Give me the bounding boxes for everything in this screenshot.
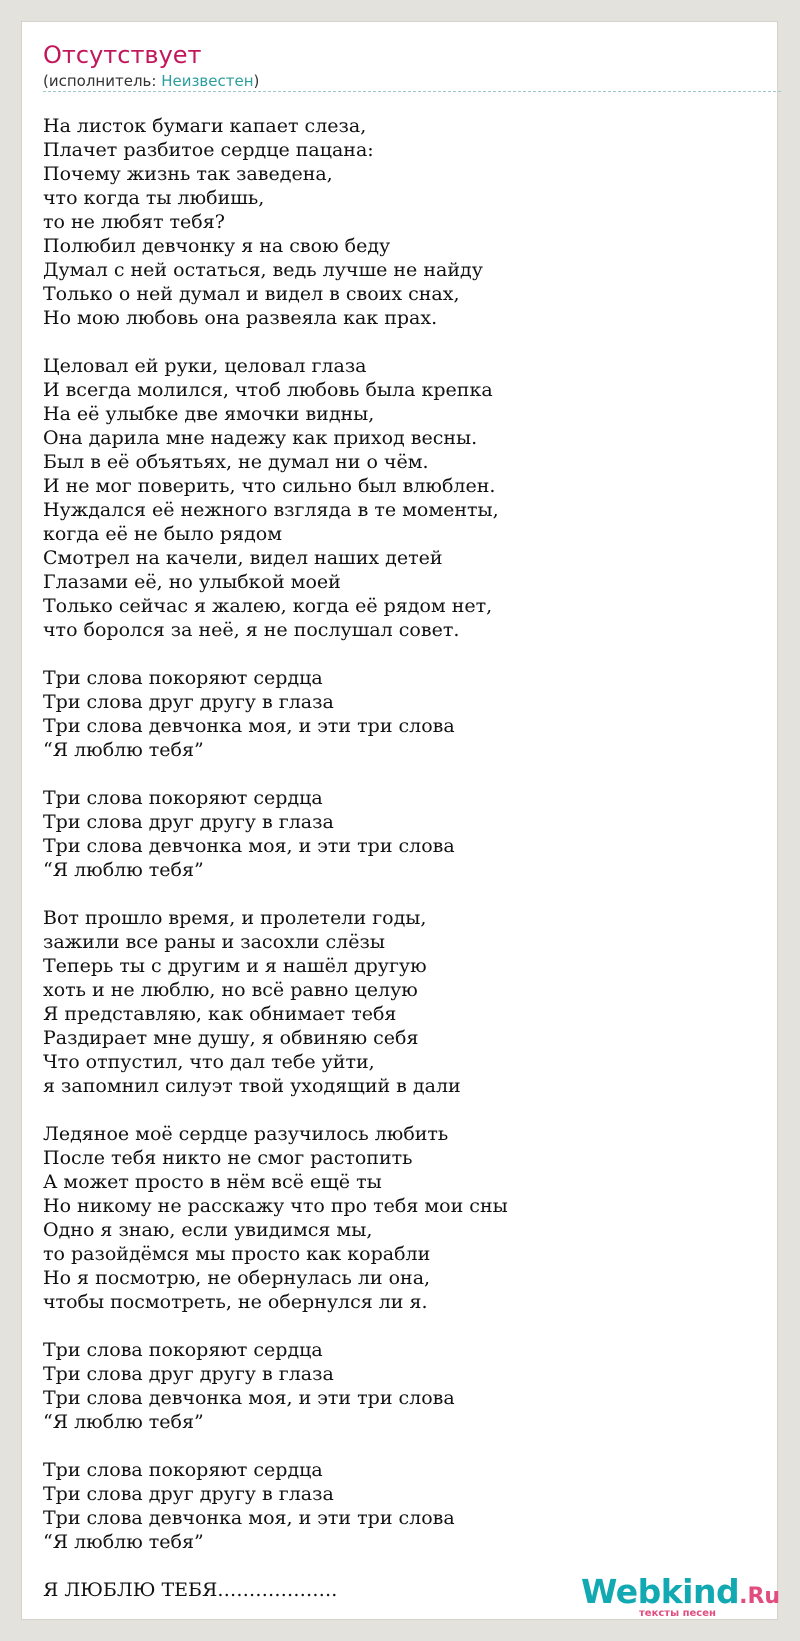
lyrics-line: И всегда молился, чтоб любовь была крепка	[43, 379, 493, 401]
lyrics-line: Только сейчас я жалею, когда её рядом нет,	[43, 595, 493, 617]
lyrics-line: Плачет разбитое сердце пацана:	[43, 139, 374, 161]
artist-suffix: )	[253, 72, 260, 90]
lyrics-line: Я ЛЮБЛЮ ТЕБЯ……………….	[43, 1579, 338, 1601]
lyrics-line: Раздирает мне душу, я обвиняю себя	[43, 1027, 419, 1049]
lyrics-line: Три слова покоряют сердца	[43, 1339, 323, 1361]
logo-tagline: тексты песен	[639, 1608, 716, 1619]
lyrics-line: Вот прошло время, и пролетели годы,	[43, 907, 427, 929]
lyrics-line: я запомнил силуэт твой уходящий в дали	[43, 1075, 461, 1097]
lyrics-line: “Я люблю тебя”	[43, 1531, 204, 1553]
lyrics-line: После тебя никто не смог растопить	[43, 1147, 413, 1169]
lyrics-line: то не любят тебя?	[43, 211, 225, 233]
lyrics-line: Ледяное моё сердце разучилось любить	[43, 1123, 449, 1145]
lyrics-line: Нуждался её нежного взгляда в те моменты,	[43, 499, 499, 521]
lyrics-line: хоть и не люблю, но всё равно целую	[43, 979, 418, 1001]
lyrics-line: Только о ней думал и видел в своих снах,	[43, 283, 460, 305]
lyrics-line: Что отпустил, что дал тебе уйти,	[43, 1051, 375, 1073]
artist-link[interactable]: Неизвестен	[161, 72, 254, 90]
song-title: Отсутствует	[43, 41, 202, 69]
lyrics-line: чтобы посмотреть, не обернулся ли я.	[43, 1291, 428, 1313]
lyrics-line: Три слова покоряют сердца	[43, 787, 323, 809]
lyrics-line: Три слова друг другу в глаза	[43, 1363, 334, 1385]
lyrics-stanza	[43, 1338, 763, 1434]
lyrics-line: Полюбил девчонку я на свою беду	[43, 235, 391, 257]
lyrics-stanza	[43, 786, 763, 882]
lyrics-line: А может просто в нём всё ещё ты	[43, 1171, 382, 1193]
lyrics-line: Но я посмотрю, не обернулась ли она,	[43, 1267, 431, 1289]
site-logo[interactable]	[581, 1572, 781, 1632]
lyrics-line: Но мою любовь она развеяла как прах.	[43, 307, 438, 329]
lyrics-line: Три слова девчонка моя, и эти три слова	[43, 1507, 455, 1529]
lyrics-line: “Я люблю тебя”	[43, 1411, 204, 1433]
lyrics-line: На её улыбке две ямочки видны,	[43, 403, 375, 425]
lyrics-line: Одно я знаю, если увидимся мы,	[43, 1219, 373, 1241]
lyrics-line: Три слова девчонка моя, и эти три слова	[43, 1387, 455, 1409]
lyrics-line: Три слова девчонка моя, и эти три слова	[43, 715, 455, 737]
lyrics-line: Три слова друг другу в глаза	[43, 811, 334, 833]
lyrics-line: Три слова друг другу в глаза	[43, 691, 334, 713]
lyrics-line: Но никому не расскажу что про тебя мои сны	[43, 1195, 508, 1217]
lyrics-line: Три слова покоряют сердца	[43, 667, 323, 689]
lyrics-line: Три слова покоряют сердца	[43, 1459, 323, 1481]
lyrics-line: то разойдёмся мы просто как корабли	[43, 1243, 431, 1265]
lyrics-stanza	[43, 354, 763, 642]
lyrics-line: когда её не было рядом	[43, 523, 282, 545]
lyrics-line: что когда ты любишь,	[43, 187, 265, 209]
lyrics-line: “Я люблю тебя”	[43, 859, 204, 881]
lyrics-stanza	[43, 1458, 763, 1554]
lyrics-stanza	[43, 114, 763, 330]
lyrics-line: что боролся за неё, я не послушал совет.	[43, 619, 460, 641]
lyrics-line: “Я люблю тебя”	[43, 739, 204, 761]
lyrics-line: Три слова девчонка моя, и эти три слова	[43, 835, 455, 857]
lyrics-line: И не мог поверить, что сильно был влюблен.	[43, 475, 496, 497]
lyrics-line: Почему жизнь так заведена,	[43, 163, 333, 185]
header-divider	[43, 91, 781, 92]
artist-prefix: (исполнитель:	[43, 72, 162, 90]
lyrics-line: Смотрел на качели, видел наших детей	[43, 547, 443, 569]
lyrics-line: Теперь ты с другим и я нашёл другую	[43, 955, 427, 977]
lyrics-line: Она дарила мне надежу как приход весны.	[43, 427, 478, 449]
lyrics-card	[21, 21, 781, 1620]
lyrics-line: Был в её объятьях, не думал ни о чём.	[43, 451, 429, 473]
artist-line	[43, 71, 259, 91]
lyrics-stanza	[43, 1122, 763, 1314]
lyrics-line: Глазами её, но улыбкой моей	[43, 571, 341, 593]
lyrics-body	[43, 114, 763, 1626]
logo-ru-text: .Ru	[739, 1584, 781, 1609]
lyrics-line: Три слова друг другу в глаза	[43, 1483, 334, 1505]
lyrics-stanza	[43, 666, 763, 762]
lyrics-line: Я представляю, как обнимает тебя	[43, 1003, 397, 1025]
logo-main-text: Webkind	[581, 1572, 740, 1611]
lyrics-stanza	[43, 906, 763, 1098]
lyrics-line: Целовал ей руки, целовал глаза	[43, 355, 367, 377]
lyrics-line: Думал с ней остаться, ведь лучше не найду	[43, 259, 483, 281]
lyrics-line: зажили все раны и засохли слёзы	[43, 931, 385, 953]
lyrics-line: На листок бумаги капает слеза,	[43, 115, 367, 137]
